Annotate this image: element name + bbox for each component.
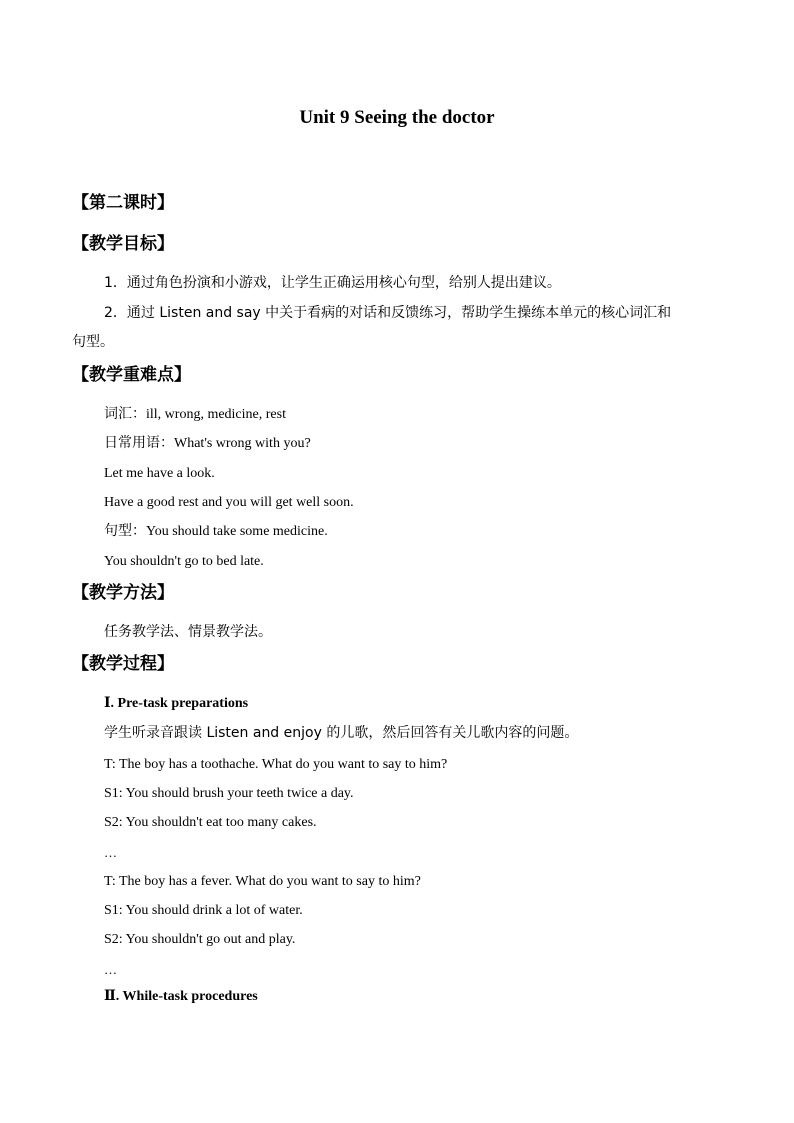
objective-item: 1．通过角色扮演和小游戏，让学生正确运用核心句型，给别人提出建议。 xyxy=(104,275,561,291)
dialogue-line: S2: You shouldn't go out and play. xyxy=(104,932,296,947)
objectives-heading: 【教学目标】 xyxy=(72,234,174,254)
objective-item: 句型。 xyxy=(72,334,114,350)
dialogue-line: S1: You should brush your teeth twice a day. xyxy=(104,786,354,801)
pre-task-label: Ⅰ. Pre-task preparations xyxy=(104,696,249,711)
key-point-line: Let me have a look. xyxy=(104,466,215,481)
ellipsis: … xyxy=(104,845,117,860)
document-title: Unit 9 Seeing the doctor xyxy=(299,107,495,128)
key-point-line: Have a good rest and you will get well soon. xyxy=(104,495,354,510)
methods-text: 任务教学法、情景教学法。 xyxy=(104,624,272,640)
objective-item: 2．通过 Listen and say 中关于看病的对话和反馈练习，帮助学生操练本单元的核心词汇和 xyxy=(104,305,672,321)
key-point-line: You shouldn't go to bed late. xyxy=(104,554,264,569)
dialogue-line: S1: You should drink a lot of water. xyxy=(104,903,303,918)
pre-task-intro: 学生听录音跟读 Listen and enjoy 的儿歌，然后回答有关儿歌内容的问题。 xyxy=(104,725,579,741)
lesson-heading: 【第二课时】 xyxy=(72,193,174,213)
key-point-line: 词汇：ill, wrong, medicine, rest xyxy=(104,407,286,422)
dialogue-line: T: The boy has a fever. What do you want to say to him? xyxy=(104,874,421,889)
while-task-label: Ⅱ. While-task procedures xyxy=(104,989,258,1004)
methods-heading: 【教学方法】 xyxy=(72,583,174,603)
process-heading: 【教学过程】 xyxy=(72,654,174,674)
key-point-line: 日常用语：What's wrong with you? xyxy=(104,436,311,451)
dialogue-line: T: The boy has a toothache. What do you want to say to him? xyxy=(104,757,448,772)
key-point-line: 句型：You should take some medicine. xyxy=(104,524,328,539)
dialogue-line: S2: You shouldn't eat too many cakes. xyxy=(104,815,317,830)
key-points-heading: 【教学重难点】 xyxy=(72,365,191,385)
ellipsis: … xyxy=(104,962,117,977)
